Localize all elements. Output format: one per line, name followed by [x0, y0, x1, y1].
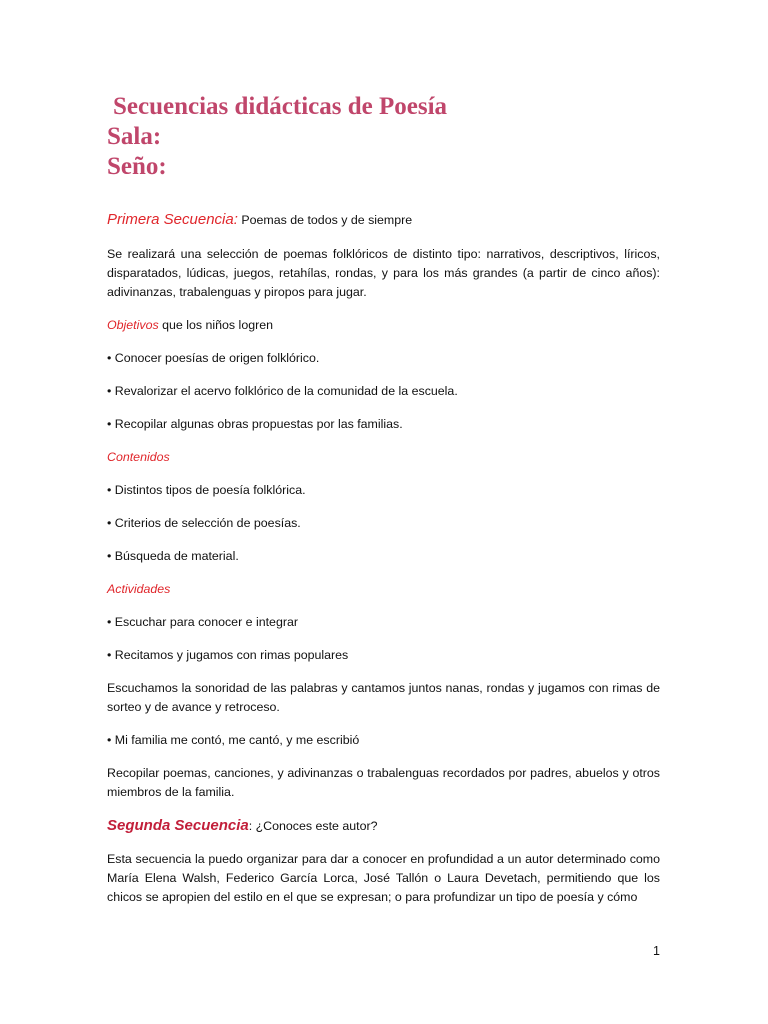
objetivo-item: • Recopilar algunas obras propuestas por las familias. — [107, 417, 403, 431]
recopilar-paragraph: Recopilar poemas, canciones, y adivinanzas o trabalenguas recordados por padres, abuelos y otros miembros de la familia. — [107, 766, 660, 799]
actividad-item: • Escuchar para conocer e integrar — [107, 615, 298, 629]
primera-secuencia-heading — [107, 210, 660, 230]
contenidos-heading — [107, 448, 660, 467]
document-title-block — [107, 92, 447, 182]
actividad-item: • Recitamos y jugamos con rimas populares — [107, 648, 349, 662]
segunda-secuencia-label: Segunda Secuencia — [107, 817, 249, 834]
segunda-secuencia-subtitle: : ¿Conoces este autor? — [248, 819, 378, 833]
objetivos-heading — [107, 316, 660, 335]
contenidos-label: Contenidos — [107, 450, 170, 464]
segunda-intro-paragraph: Esta secuencia la puedo organizar para dar a conocer en profundidad a un autor determinado como María Elena Walsh, Federico García Lorca, José Tallón o Laura Devetach, permitiendo que los chicos se apropien del estilo en el que se expresan; o para profundizar un tipo de poesía y cómo — [107, 852, 660, 904]
document-body — [107, 210, 660, 921]
seno-label: Seño: — [107, 153, 167, 180]
primera-secuencia-label: Primera Secuencia: — [107, 211, 238, 228]
actividades-label: Actividades — [107, 582, 171, 596]
primera-secuencia-subtitle: Poemas de todos y de siempre — [237, 213, 413, 227]
contenido-item: • Distintos tipos de poesía folklórica. — [107, 483, 306, 497]
sala-label: Sala: — [107, 123, 162, 150]
segunda-secuencia-heading — [107, 816, 660, 836]
primera-intro-paragraph: Se realizará una selección de poemas folklóricos de distinto tipo: narrativos, descriptivos, líricos, disparatados, lúdicas, juegos, retahílas, rondas, y para los más grandes (a partir de cinco años): adivinanzas, trabalenguas y piropos para jugar. — [107, 247, 660, 299]
objetivos-suffix: que los niños logren — [158, 318, 274, 332]
objetivo-item: • Revalorizar el acervo folklórico de la comunidad de la escuela. — [107, 384, 458, 398]
objetivos-label: Objetivos — [107, 318, 159, 332]
actividades-heading — [107, 580, 660, 599]
objetivo-item: • Conocer poesías de origen folklórico. — [107, 351, 320, 365]
contenido-item: • Criterios de selección de poesías. — [107, 516, 301, 530]
page-number: 1 — [653, 944, 660, 958]
document-title: Secuencias didácticas de Poesía — [113, 93, 448, 120]
contenido-item: • Búsqueda de material. — [107, 549, 239, 563]
familia-item: • Mi familia me contó, me cantó, y me escribió — [107, 733, 360, 747]
escuchamos-paragraph: Escuchamos la sonoridad de las palabras y cantamos juntos nanas, rondas y jugamos con rimas de sorteo y de avance y retroceso. — [107, 681, 660, 714]
